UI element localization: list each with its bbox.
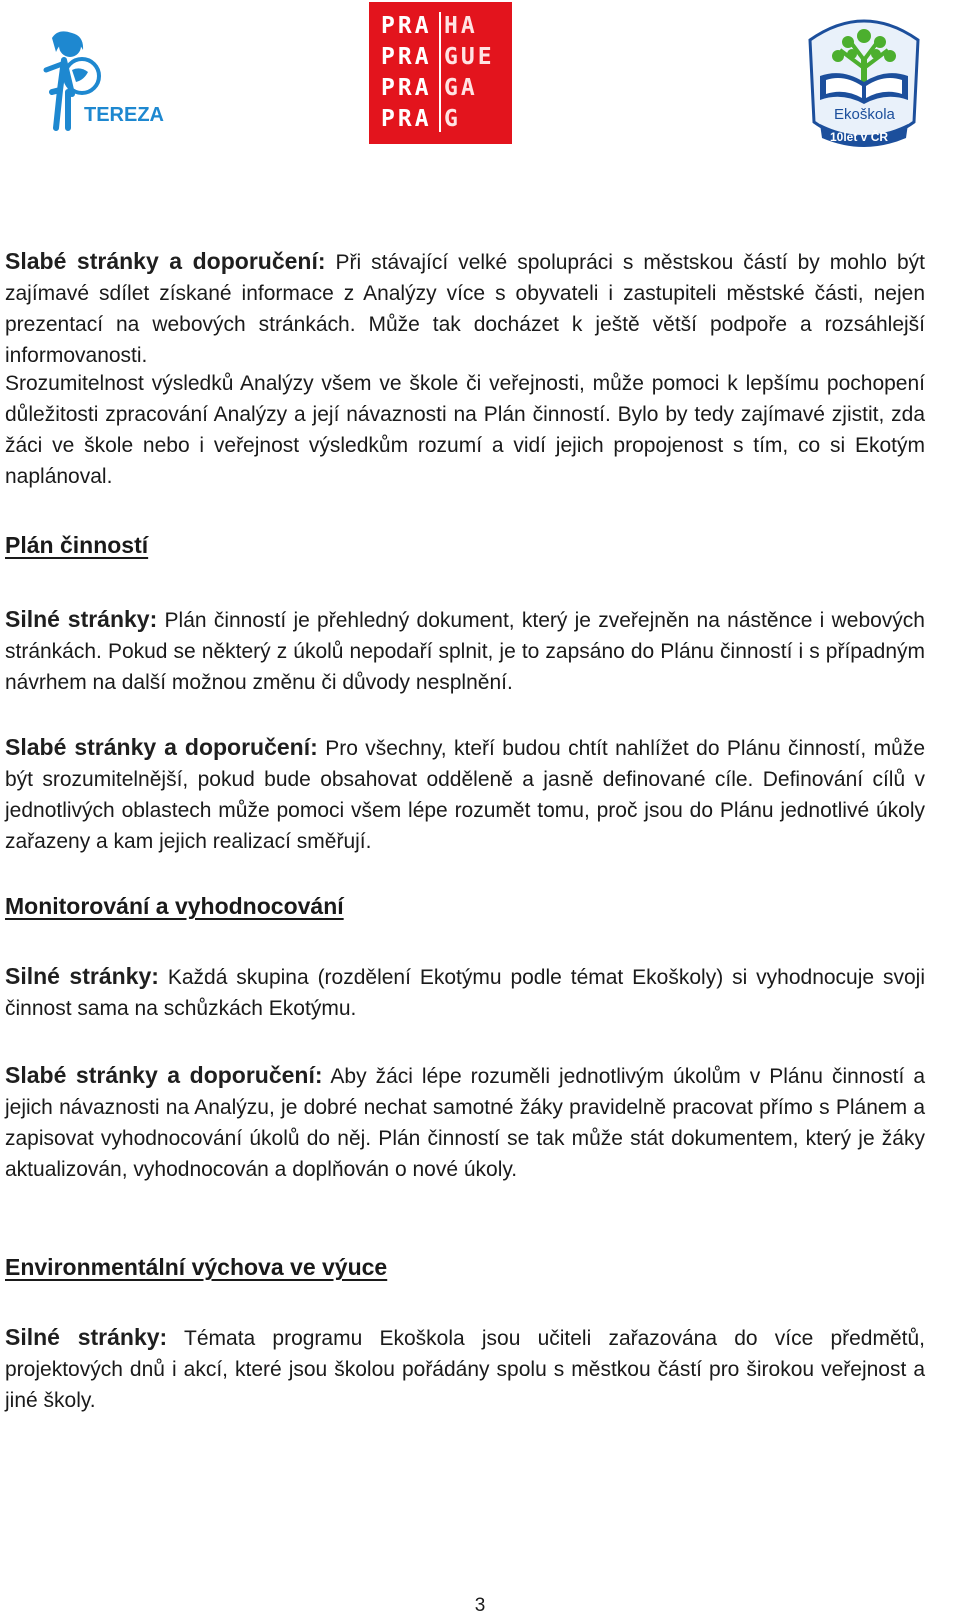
prague-logo-cell: PRA: [381, 75, 432, 101]
prague-logo-grid: [381, 12, 507, 133]
paragraph-lead: Slabé stránky a doporučení:: [5, 734, 318, 760]
paragraph-plan-strengths: [5, 604, 925, 698]
tereza-logo-text: TEREZA: [84, 104, 164, 126]
paragraph-lead: Slabé stránky a doporučení:: [5, 248, 326, 274]
section-heading-monitoring: Monitorování a vyhodnocování: [5, 893, 344, 919]
paragraph-lead: Slabé stránky a doporučení:: [5, 1062, 323, 1088]
paragraph-lead: Silné stránky:: [5, 963, 159, 989]
prague-logo-cell: G: [444, 106, 461, 132]
prague-logo: [369, 2, 512, 144]
section-heading-plan: Plán činností: [5, 532, 149, 558]
paragraph-text: Aby žáci lépe rozuměli jednotlivým úkolům v Plánu činností a jejich návaznosti na Analýzu, je dobré nechat samotné žáky pravidelně pracovat přímo s Plánem a zapisovat vyhodnocování úkolů do něj. Plán činností se tak může stát dokumentem, který je žáky aktualizován, vyhodnocován a doplňován o nové úkoly.: [5, 1065, 926, 1181]
paragraph-text: Témata programu Ekoškola jsou učiteli zařazována do více předmětů, projektových dnů i akcí, které jsou školou pořádány spolu s městkou částí pro širokou veřejnost a jiné školy.: [5, 1327, 925, 1412]
ekoskola-logo: [790, 10, 938, 160]
prague-logo-cell: PRA: [381, 106, 432, 132]
ekoskola-logo-name: Ekoškola: [834, 106, 895, 123]
prague-logo-cell: HA: [444, 13, 478, 39]
tereza-logo: [38, 30, 164, 136]
prague-logo-cell: GA: [444, 75, 478, 101]
paragraph-plan-weaknesses: [5, 732, 925, 857]
prague-logo-cell: PRA: [381, 44, 432, 70]
paragraph-text: Pro všechny, kteří budou chtít nahlížet do Plánu činností, může být srozumitelnější, pokud bude obsahovat odděleně a jasně definované cíle. Definování cílů v jednotlivých oblastech může pomoci všem lépe rozumět tomu, proč jsou do Plánu jednotlivé úkoly zařazeny a kam jejich realizací směřují.: [5, 737, 926, 853]
paragraph-monitoring-strengths: [5, 961, 925, 1024]
paragraph-lead: Silné stránky:: [5, 606, 158, 632]
page-number: 3: [474, 1595, 486, 1616]
prague-logo-cell: PRA: [381, 13, 432, 39]
paragraph-text: Srozumitelnost výsledků Analýzy všem ve škole či veřejnosti, může pomoci k lepšímu pochopení důležitosti zpracování Analýzy a její návaznosti na Plán činností. Bylo by tedy zajímavé zjistit, zda žáci ve škole nebo i veřejnost výsledkům rozumí a vidí jejich propojenost s tím, co si Ekotým naplánoval.: [5, 372, 925, 488]
paragraph-text: Každá skupina (rozdělení Ekotýmu podle témat Ekoškoly) si vyhodnocuje svoji činnost sama na schůzkách Ekotýmu.: [5, 966, 926, 1020]
paragraph-analysis-clarity: [5, 368, 925, 492]
paragraph-text: Při stávající velké spolupráci s městskou částí by mohlo být zajímavé sdílet získané informace z Analýzy více s obyvateli i zastupiteli městské části, nejen prezentací na webových stránkách. Může tak docházet k ještě větší podpoře a rozsáhlejší informovanosti.: [5, 251, 925, 367]
paragraph-monitoring-weaknesses: [5, 1060, 925, 1185]
paragraph-text: Plán činností je přehledný dokument, který je zveřejněn na nástěnce i webových stránkách. Pokud se některý z úkolů nepodaří splnit, je to zapsáno do Plánu činností i s případným návrhem na další možnou změnu či důvody nesplnění.: [5, 609, 925, 694]
section-heading-environmental-education: Environmentální výchova ve výuce: [5, 1254, 388, 1280]
paragraph-analysis-weaknesses: [5, 246, 925, 371]
paragraph-education-strengths: [5, 1322, 925, 1416]
prague-logo-divider: [439, 12, 441, 132]
paragraph-lead: Silné stránky:: [5, 1324, 168, 1350]
prague-logo-cell: GUE: [444, 44, 495, 70]
ekoskola-logo-tagline: 10let v ČR: [830, 130, 889, 144]
